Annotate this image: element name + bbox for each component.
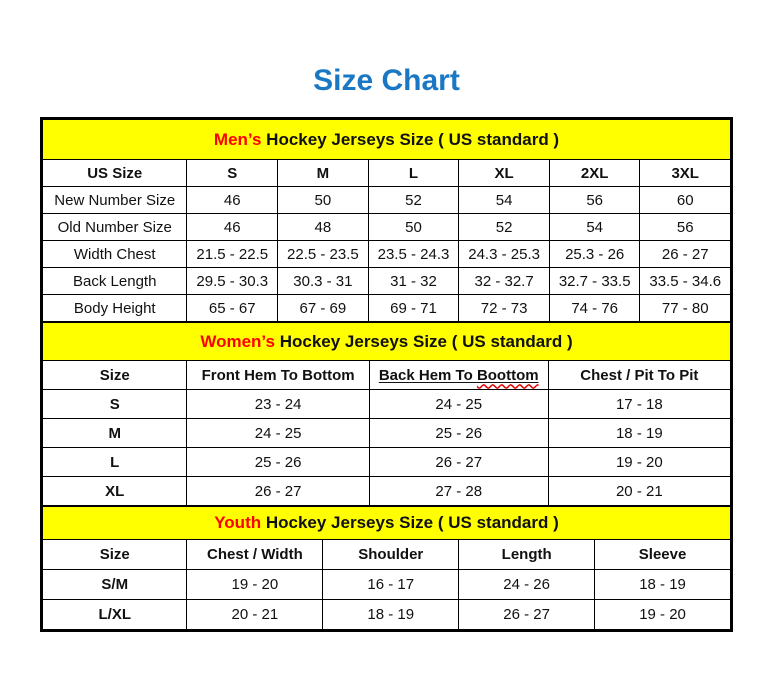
table-cell: 19 - 20	[187, 570, 323, 600]
table-cell: 23.5 - 24.3	[368, 241, 459, 268]
table-cell: 25.3 - 26	[549, 241, 640, 268]
table-cell: 56	[640, 214, 731, 241]
table-cell: 52	[368, 187, 459, 214]
column-header: 2XL	[549, 160, 640, 187]
table-cell: 46	[187, 187, 278, 214]
column-header: Sleeve	[595, 540, 731, 570]
table-row	[43, 214, 731, 241]
table-cell: 18 - 19	[323, 600, 459, 630]
table-row	[43, 295, 731, 322]
row-label: Width Chest	[43, 241, 187, 268]
table-cell: 16 - 17	[323, 570, 459, 600]
table-row	[43, 268, 731, 295]
table-row	[43, 419, 731, 448]
table-cell: 32.7 - 33.5	[549, 268, 640, 295]
section-title-highlight: Men’s	[213, 129, 262, 149]
column-header: Chest / Width	[187, 540, 323, 570]
table-cell: 26 - 27	[640, 241, 731, 268]
table-cell: 17 - 18	[548, 390, 730, 419]
column-header: Length	[459, 540, 595, 570]
table-row	[43, 477, 731, 506]
table-cell: 21.5 - 22.5	[187, 241, 278, 268]
table-cell: 69 - 71	[368, 295, 459, 322]
column-header: Shoulder	[323, 540, 459, 570]
table-cell: 27 - 28	[369, 477, 548, 506]
section-title-rest: Hockey Jerseys Size ( US standard )	[274, 331, 573, 351]
table-cell: 54	[549, 214, 640, 241]
column-header: M	[278, 160, 369, 187]
table-row	[43, 241, 731, 268]
table-row	[43, 323, 731, 361]
table-cell: 77 - 80	[640, 295, 731, 322]
table-cell: 26 - 27	[369, 448, 548, 477]
table-cell: 60	[640, 187, 731, 214]
row-label: Body Height	[43, 295, 187, 322]
table-row	[43, 390, 731, 419]
table-cell: 72 - 73	[459, 295, 550, 322]
section-title-rest: Hockey Jerseys Size ( US standard )	[261, 513, 559, 532]
table-header-row	[43, 361, 731, 390]
table-row	[43, 187, 731, 214]
page-title: Size Chart	[313, 64, 460, 97]
table-cell: 33.5 - 34.6	[640, 268, 731, 295]
section-title-rest: Hockey Jerseys Size ( US standard )	[261, 129, 560, 149]
row-label: L/XL	[43, 600, 187, 630]
table-cell: 25 - 26	[187, 448, 369, 477]
table-cell: 65 - 67	[187, 295, 278, 322]
table-row	[43, 570, 731, 600]
column-header-misspelled	[369, 361, 548, 390]
section-title-highlight: Women’s	[200, 331, 275, 351]
row-label: M	[43, 419, 187, 448]
table-cell: 56	[549, 187, 640, 214]
table-cell: 24.3 - 25.3	[459, 241, 550, 268]
table-cell: 50	[368, 214, 459, 241]
misspell-word: Boottom	[476, 366, 539, 384]
row-label: New Number Size	[43, 187, 187, 214]
table-cell: 52	[459, 214, 550, 241]
table-cell: 24 - 25	[187, 419, 369, 448]
table-cell: 26 - 27	[459, 600, 595, 630]
table-cell: 30.3 - 31	[278, 268, 369, 295]
table-cell: 20 - 21	[548, 477, 730, 506]
table-cell: 46	[187, 214, 278, 241]
table-cell: 32 - 32.7	[459, 268, 550, 295]
table-row	[43, 507, 731, 540]
column-header: L	[368, 160, 459, 187]
table-row	[43, 448, 731, 477]
youth-section-title	[43, 507, 731, 540]
row-label: Back Length	[43, 268, 187, 295]
table-cell: 18 - 19	[548, 419, 730, 448]
table-cell: 19 - 20	[595, 600, 731, 630]
column-header: Size	[43, 540, 187, 570]
table-cell: 25 - 26	[369, 419, 548, 448]
table-cell: 48	[278, 214, 369, 241]
table-cell: 19 - 20	[548, 448, 730, 477]
table-header-row	[43, 160, 731, 187]
table-cell: 26 - 27	[187, 477, 369, 506]
table-row	[43, 120, 731, 160]
row-label: XL	[43, 477, 187, 506]
size-chart	[40, 117, 733, 632]
row-label: S	[43, 390, 187, 419]
womens-section-title	[43, 323, 731, 361]
column-header: US Size	[43, 160, 187, 187]
section-title-highlight: Youth	[214, 513, 262, 532]
column-header: Chest / Pit To Pit	[548, 361, 730, 390]
table-cell: 31 - 32	[368, 268, 459, 295]
table-cell: 67 - 69	[278, 295, 369, 322]
table-cell: 50	[278, 187, 369, 214]
table-cell: 24 - 26	[459, 570, 595, 600]
table-cell: 20 - 21	[187, 600, 323, 630]
column-header: XL	[459, 160, 550, 187]
youth-size-table	[42, 506, 731, 630]
mens-section-title	[43, 120, 731, 160]
table-row	[43, 600, 731, 630]
table-cell: 74 - 76	[549, 295, 640, 322]
table-cell: 22.5 - 23.5	[278, 241, 369, 268]
column-header: Size	[43, 361, 187, 390]
table-header-row	[43, 540, 731, 570]
womens-size-table	[42, 322, 731, 506]
row-label: S/M	[43, 570, 187, 600]
column-header: S	[187, 160, 278, 187]
table-cell: 29.5 - 30.3	[187, 268, 278, 295]
table-cell: 24 - 25	[369, 390, 548, 419]
table-cell: 18 - 19	[595, 570, 731, 600]
table-cell: 23 - 24	[187, 390, 369, 419]
misspell-prefix: Back Hem To	[378, 366, 477, 384]
row-label: Old Number Size	[43, 214, 187, 241]
column-header: Front Hem To Bottom	[187, 361, 369, 390]
mens-size-table	[42, 119, 731, 322]
column-header: 3XL	[640, 160, 731, 187]
table-cell: 54	[459, 187, 550, 214]
row-label: L	[43, 448, 187, 477]
